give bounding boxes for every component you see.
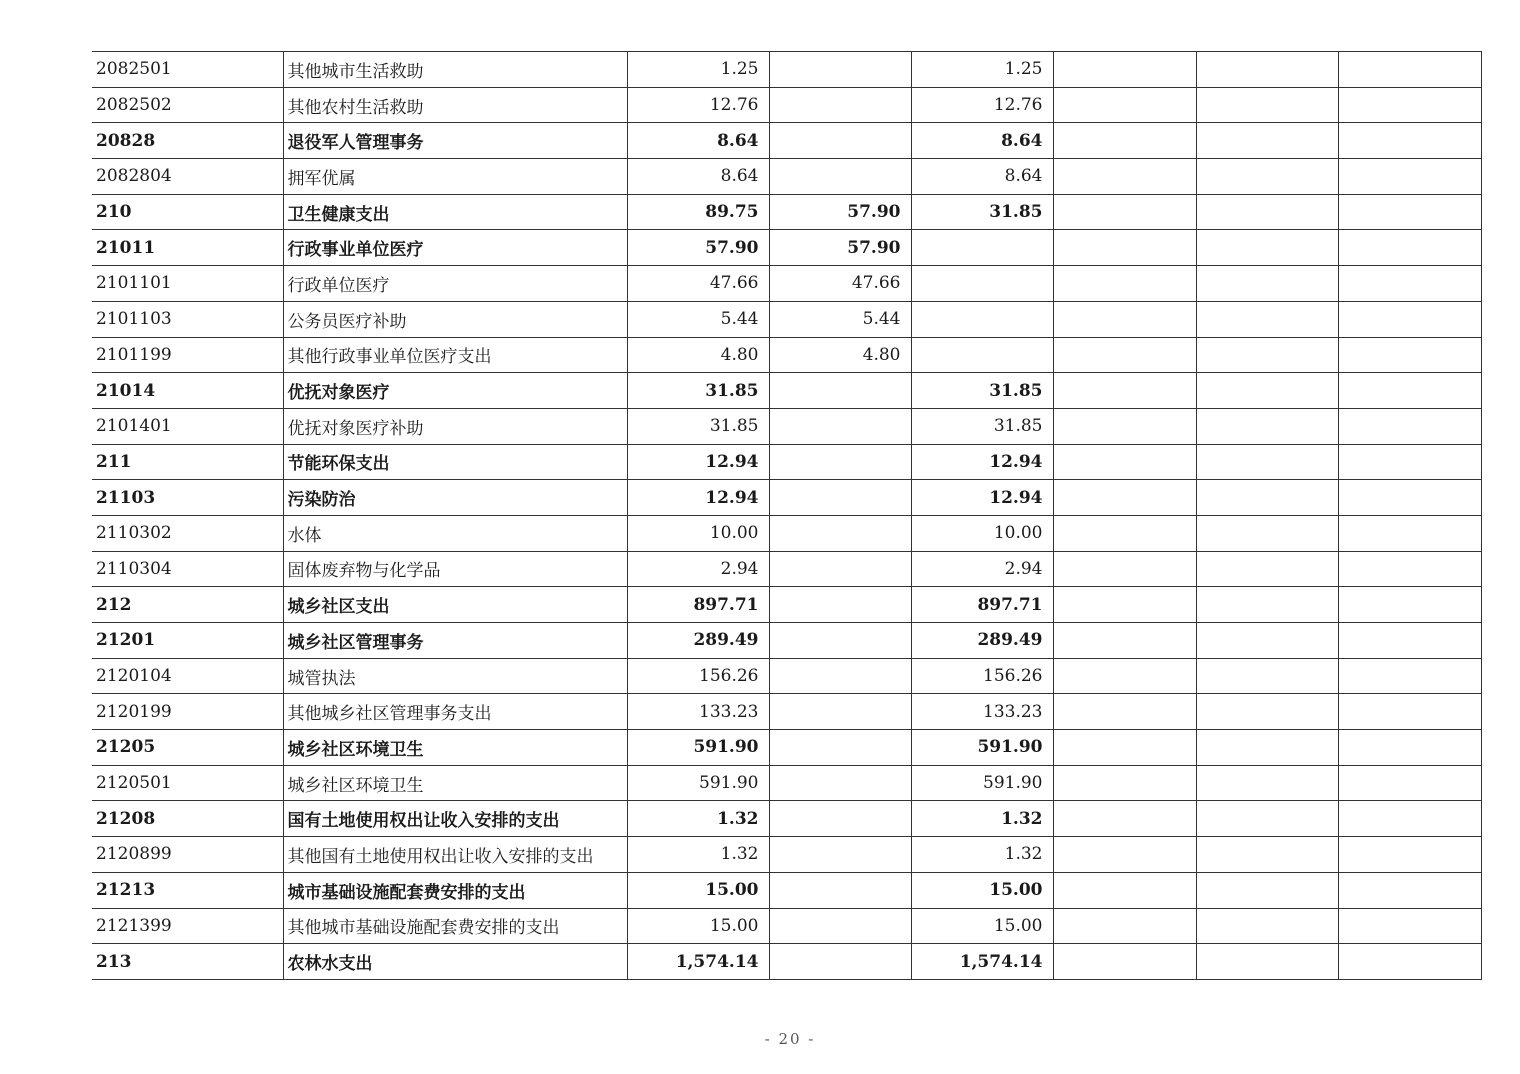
basic-expenditure-cell: 5.44 bbox=[769, 301, 911, 337]
empty-cell bbox=[1196, 730, 1338, 766]
total-amount-cell: 8.64 bbox=[627, 123, 769, 159]
account-code-cell: 21201 bbox=[92, 623, 283, 659]
account-code-cell: 2101199 bbox=[92, 337, 283, 373]
basic-expenditure-cell: 4.80 bbox=[769, 337, 911, 373]
table-row bbox=[92, 944, 1481, 980]
table-row bbox=[92, 730, 1481, 766]
total-amount-cell: 15.00 bbox=[627, 872, 769, 908]
budget-table bbox=[92, 51, 1482, 980]
account-name-cell: 城乡社区环境卫生 bbox=[283, 730, 627, 766]
empty-cell bbox=[1053, 444, 1196, 480]
basic-expenditure-cell bbox=[769, 551, 911, 587]
page-number: - 20 - bbox=[764, 1030, 816, 1048]
total-amount-cell: 10.00 bbox=[627, 515, 769, 551]
table-row bbox=[92, 908, 1481, 944]
project-expenditure-cell: 591.90 bbox=[911, 730, 1053, 766]
empty-cell bbox=[1196, 837, 1338, 873]
total-amount-cell: 2.94 bbox=[627, 551, 769, 587]
project-expenditure-cell: 289.49 bbox=[911, 623, 1053, 659]
account-code-cell: 21213 bbox=[92, 872, 283, 908]
basic-expenditure-cell bbox=[769, 801, 911, 837]
account-code-cell: 213 bbox=[92, 944, 283, 980]
account-name-cell: 行政单位医疗 bbox=[283, 266, 627, 302]
table-body bbox=[92, 52, 1481, 980]
empty-cell bbox=[1338, 52, 1481, 88]
project-expenditure-cell: 10.00 bbox=[911, 515, 1053, 551]
basic-expenditure-cell bbox=[769, 837, 911, 873]
account-code-cell: 2120899 bbox=[92, 837, 283, 873]
empty-cell bbox=[1196, 408, 1338, 444]
empty-cell bbox=[1053, 658, 1196, 694]
table-row bbox=[92, 52, 1481, 88]
empty-cell bbox=[1338, 301, 1481, 337]
basic-expenditure-cell bbox=[769, 52, 911, 88]
account-code-cell: 2101401 bbox=[92, 408, 283, 444]
project-expenditure-cell: 31.85 bbox=[911, 408, 1053, 444]
empty-cell bbox=[1053, 194, 1196, 230]
project-expenditure-cell: 8.64 bbox=[911, 159, 1053, 195]
empty-cell bbox=[1196, 123, 1338, 159]
empty-cell bbox=[1196, 52, 1338, 88]
empty-cell bbox=[1053, 801, 1196, 837]
basic-expenditure-cell bbox=[769, 159, 911, 195]
account-name-cell: 退役军人管理事务 bbox=[283, 123, 627, 159]
project-expenditure-cell: 1,574.14 bbox=[911, 944, 1053, 980]
total-amount-cell: 289.49 bbox=[627, 623, 769, 659]
total-amount-cell: 1.32 bbox=[627, 801, 769, 837]
account-name-cell: 城市基础设施配套费安排的支出 bbox=[283, 872, 627, 908]
empty-cell bbox=[1196, 87, 1338, 123]
total-amount-cell: 12.76 bbox=[627, 87, 769, 123]
basic-expenditure-cell: 57.90 bbox=[769, 194, 911, 230]
account-name-cell: 城乡社区环境卫生 bbox=[283, 765, 627, 801]
table-row bbox=[92, 623, 1481, 659]
account-name-cell: 其他农村生活救助 bbox=[283, 87, 627, 123]
basic-expenditure-cell bbox=[769, 658, 911, 694]
account-code-cell: 212 bbox=[92, 587, 283, 623]
total-amount-cell: 47.66 bbox=[627, 266, 769, 302]
project-expenditure-cell bbox=[911, 301, 1053, 337]
project-expenditure-cell bbox=[911, 230, 1053, 266]
empty-cell bbox=[1196, 587, 1338, 623]
empty-cell bbox=[1196, 515, 1338, 551]
table-row bbox=[92, 658, 1481, 694]
empty-cell bbox=[1338, 408, 1481, 444]
basic-expenditure-cell bbox=[769, 480, 911, 516]
account-code-cell: 21014 bbox=[92, 373, 283, 409]
account-name-cell: 固体废弃物与化学品 bbox=[283, 551, 627, 587]
account-name-cell: 公务员医疗补助 bbox=[283, 301, 627, 337]
project-expenditure-cell: 12.94 bbox=[911, 444, 1053, 480]
project-expenditure-cell: 15.00 bbox=[911, 872, 1053, 908]
empty-cell bbox=[1196, 694, 1338, 730]
basic-expenditure-cell bbox=[769, 765, 911, 801]
empty-cell bbox=[1053, 373, 1196, 409]
empty-cell bbox=[1338, 373, 1481, 409]
table-row bbox=[92, 123, 1481, 159]
empty-cell bbox=[1196, 194, 1338, 230]
basic-expenditure-cell bbox=[769, 694, 911, 730]
empty-cell bbox=[1053, 123, 1196, 159]
empty-cell bbox=[1196, 230, 1338, 266]
account-name-cell: 拥军优属 bbox=[283, 159, 627, 195]
account-name-cell: 国有土地使用权出让收入安排的支出 bbox=[283, 801, 627, 837]
table-row bbox=[92, 373, 1481, 409]
table-row bbox=[92, 801, 1481, 837]
account-code-cell: 21103 bbox=[92, 480, 283, 516]
empty-cell bbox=[1053, 587, 1196, 623]
project-expenditure-cell: 15.00 bbox=[911, 908, 1053, 944]
table-row bbox=[92, 480, 1481, 516]
empty-cell bbox=[1338, 944, 1481, 980]
table-row bbox=[92, 301, 1481, 337]
empty-cell bbox=[1053, 480, 1196, 516]
basic-expenditure-cell: 57.90 bbox=[769, 230, 911, 266]
total-amount-cell: 1.25 bbox=[627, 52, 769, 88]
account-name-cell: 城管执法 bbox=[283, 658, 627, 694]
total-amount-cell: 8.64 bbox=[627, 159, 769, 195]
empty-cell bbox=[1053, 765, 1196, 801]
empty-cell bbox=[1338, 266, 1481, 302]
empty-cell bbox=[1338, 123, 1481, 159]
empty-cell bbox=[1196, 266, 1338, 302]
empty-cell bbox=[1338, 444, 1481, 480]
empty-cell bbox=[1338, 765, 1481, 801]
empty-cell bbox=[1338, 87, 1481, 123]
project-expenditure-cell: 1.32 bbox=[911, 801, 1053, 837]
account-code-cell: 21208 bbox=[92, 801, 283, 837]
account-code-cell: 21205 bbox=[92, 730, 283, 766]
basic-expenditure-cell bbox=[769, 872, 911, 908]
empty-cell bbox=[1338, 837, 1481, 873]
account-name-cell: 优抚对象医疗补助 bbox=[283, 408, 627, 444]
total-amount-cell: 133.23 bbox=[627, 694, 769, 730]
empty-cell bbox=[1053, 551, 1196, 587]
project-expenditure-cell: 31.85 bbox=[911, 194, 1053, 230]
basic-expenditure-cell bbox=[769, 623, 911, 659]
table-row bbox=[92, 872, 1481, 908]
empty-cell bbox=[1338, 480, 1481, 516]
account-name-cell: 节能环保支出 bbox=[283, 444, 627, 480]
empty-cell bbox=[1338, 694, 1481, 730]
total-amount-cell: 15.00 bbox=[627, 908, 769, 944]
table-row bbox=[92, 515, 1481, 551]
account-name-cell: 其他城市基础设施配套费安排的支出 bbox=[283, 908, 627, 944]
account-name-cell: 污染防治 bbox=[283, 480, 627, 516]
total-amount-cell: 57.90 bbox=[627, 230, 769, 266]
basic-expenditure-cell bbox=[769, 515, 911, 551]
table-row bbox=[92, 87, 1481, 123]
table-row bbox=[92, 551, 1481, 587]
account-name-cell: 农林水支出 bbox=[283, 944, 627, 980]
account-code-cell: 211 bbox=[92, 444, 283, 480]
table-row bbox=[92, 444, 1481, 480]
total-amount-cell: 89.75 bbox=[627, 194, 769, 230]
empty-cell bbox=[1053, 301, 1196, 337]
account-name-cell: 城乡社区管理事务 bbox=[283, 623, 627, 659]
account-name-cell: 优抚对象医疗 bbox=[283, 373, 627, 409]
empty-cell bbox=[1196, 801, 1338, 837]
account-code-cell: 210 bbox=[92, 194, 283, 230]
account-code-cell: 2101101 bbox=[92, 266, 283, 302]
empty-cell bbox=[1338, 551, 1481, 587]
empty-cell bbox=[1338, 730, 1481, 766]
account-code-cell: 20828 bbox=[92, 123, 283, 159]
account-code-cell: 2101103 bbox=[92, 301, 283, 337]
basic-expenditure-cell bbox=[769, 87, 911, 123]
empty-cell bbox=[1196, 373, 1338, 409]
empty-cell bbox=[1338, 230, 1481, 266]
account-name-cell: 卫生健康支出 bbox=[283, 194, 627, 230]
empty-cell bbox=[1196, 658, 1338, 694]
empty-cell bbox=[1196, 908, 1338, 944]
project-expenditure-cell: 12.76 bbox=[911, 87, 1053, 123]
empty-cell bbox=[1196, 480, 1338, 516]
basic-expenditure-cell: 47.66 bbox=[769, 266, 911, 302]
empty-cell bbox=[1338, 908, 1481, 944]
total-amount-cell: 5.44 bbox=[627, 301, 769, 337]
account-name-cell: 其他行政事业单位医疗支出 bbox=[283, 337, 627, 373]
empty-cell bbox=[1338, 159, 1481, 195]
basic-expenditure-cell bbox=[769, 730, 911, 766]
account-code-cell: 2110304 bbox=[92, 551, 283, 587]
project-expenditure-cell: 12.94 bbox=[911, 480, 1053, 516]
table-row bbox=[92, 587, 1481, 623]
empty-cell bbox=[1053, 159, 1196, 195]
project-expenditure-cell: 897.71 bbox=[911, 587, 1053, 623]
empty-cell bbox=[1196, 444, 1338, 480]
basic-expenditure-cell bbox=[769, 444, 911, 480]
table-row bbox=[92, 159, 1481, 195]
empty-cell bbox=[1196, 159, 1338, 195]
account-name-cell: 其他城市生活救助 bbox=[283, 52, 627, 88]
project-expenditure-cell: 1.25 bbox=[911, 52, 1053, 88]
table-row bbox=[92, 266, 1481, 302]
total-amount-cell: 156.26 bbox=[627, 658, 769, 694]
total-amount-cell: 12.94 bbox=[627, 444, 769, 480]
account-code-cell: 2121399 bbox=[92, 908, 283, 944]
table-row bbox=[92, 765, 1481, 801]
basic-expenditure-cell bbox=[769, 908, 911, 944]
project-expenditure-cell: 1.32 bbox=[911, 837, 1053, 873]
empty-cell bbox=[1338, 587, 1481, 623]
empty-cell bbox=[1053, 908, 1196, 944]
empty-cell bbox=[1338, 515, 1481, 551]
table-row bbox=[92, 337, 1481, 373]
total-amount-cell: 897.71 bbox=[627, 587, 769, 623]
project-expenditure-cell: 2.94 bbox=[911, 551, 1053, 587]
project-expenditure-cell: 31.85 bbox=[911, 373, 1053, 409]
empty-cell bbox=[1053, 837, 1196, 873]
table-row bbox=[92, 408, 1481, 444]
empty-cell bbox=[1053, 52, 1196, 88]
account-code-cell: 2120104 bbox=[92, 658, 283, 694]
project-expenditure-cell bbox=[911, 266, 1053, 302]
basic-expenditure-cell bbox=[769, 587, 911, 623]
total-amount-cell: 12.94 bbox=[627, 480, 769, 516]
account-code-cell: 2120199 bbox=[92, 694, 283, 730]
account-name-cell: 其他国有土地使用权出让收入安排的支出 bbox=[283, 837, 627, 873]
total-amount-cell: 31.85 bbox=[627, 373, 769, 409]
total-amount-cell: 591.90 bbox=[627, 765, 769, 801]
account-code-cell: 2082502 bbox=[92, 87, 283, 123]
empty-cell bbox=[1053, 87, 1196, 123]
table-row bbox=[92, 230, 1481, 266]
empty-cell bbox=[1053, 694, 1196, 730]
total-amount-cell: 31.85 bbox=[627, 408, 769, 444]
empty-cell bbox=[1196, 944, 1338, 980]
account-name-cell: 行政事业单位医疗 bbox=[283, 230, 627, 266]
account-code-cell: 2110302 bbox=[92, 515, 283, 551]
empty-cell bbox=[1338, 801, 1481, 837]
empty-cell bbox=[1053, 408, 1196, 444]
empty-cell bbox=[1338, 337, 1481, 373]
basic-expenditure-cell bbox=[769, 408, 911, 444]
empty-cell bbox=[1053, 730, 1196, 766]
empty-cell bbox=[1053, 337, 1196, 373]
basic-expenditure-cell bbox=[769, 123, 911, 159]
total-amount-cell: 4.80 bbox=[627, 337, 769, 373]
basic-expenditure-cell bbox=[769, 373, 911, 409]
empty-cell bbox=[1338, 658, 1481, 694]
empty-cell bbox=[1053, 515, 1196, 551]
empty-cell bbox=[1053, 623, 1196, 659]
empty-cell bbox=[1196, 765, 1338, 801]
project-expenditure-cell: 8.64 bbox=[911, 123, 1053, 159]
empty-cell bbox=[1196, 872, 1338, 908]
project-expenditure-cell: 591.90 bbox=[911, 765, 1053, 801]
account-name-cell: 水体 bbox=[283, 515, 627, 551]
table-row bbox=[92, 837, 1481, 873]
account-code-cell: 2120501 bbox=[92, 765, 283, 801]
account-code-cell: 2082501 bbox=[92, 52, 283, 88]
empty-cell bbox=[1053, 230, 1196, 266]
account-name-cell: 城乡社区支出 bbox=[283, 587, 627, 623]
empty-cell bbox=[1053, 266, 1196, 302]
project-expenditure-cell bbox=[911, 337, 1053, 373]
empty-cell bbox=[1196, 301, 1338, 337]
empty-cell bbox=[1053, 944, 1196, 980]
empty-cell bbox=[1338, 194, 1481, 230]
account-name-cell: 其他城乡社区管理事务支出 bbox=[283, 694, 627, 730]
account-code-cell: 2082804 bbox=[92, 159, 283, 195]
total-amount-cell: 1,574.14 bbox=[627, 944, 769, 980]
project-expenditure-cell: 133.23 bbox=[911, 694, 1053, 730]
empty-cell bbox=[1338, 623, 1481, 659]
account-code-cell: 21011 bbox=[92, 230, 283, 266]
empty-cell bbox=[1338, 872, 1481, 908]
project-expenditure-cell: 156.26 bbox=[911, 658, 1053, 694]
basic-expenditure-cell bbox=[769, 944, 911, 980]
empty-cell bbox=[1196, 551, 1338, 587]
total-amount-cell: 1.32 bbox=[627, 837, 769, 873]
total-amount-cell: 591.90 bbox=[627, 730, 769, 766]
table-row bbox=[92, 194, 1481, 230]
empty-cell bbox=[1196, 337, 1338, 373]
empty-cell bbox=[1053, 872, 1196, 908]
table-row bbox=[92, 694, 1481, 730]
empty-cell bbox=[1196, 623, 1338, 659]
